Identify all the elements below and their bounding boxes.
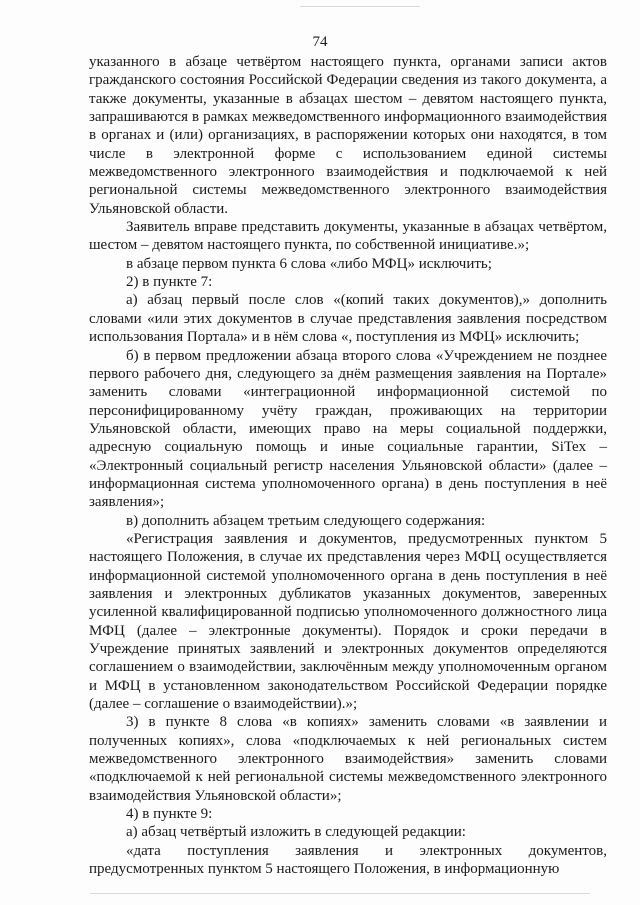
paragraph-applicant-right: Заявитель вправе представить документы, указанные в абзацах четвёртом, шестом – девятом настоящего пункта, по собственной инициативе.»; [89,219,607,254]
paragraph-point-7b: б) в первом предложении абзаца второго слова «Учреждением не позднее первого рабочего дня, следующего за днём размещения заявления на Портале» заменить словами «интеграционной информационной системой по персонифицированному учёту граждан, проживающих на территории Ульяновской области, имеющих право на меры социальной поддержки, адресную социальную помощь и иные социальные гарантии, SiTex – «Электронный социальный регистр населения Ульяновской области» (далее – информационная система уполномоченного органа) в день поступления в неё заявления»; [89,347,607,511]
paragraph-point-7-heading: 2) в пункте 7: [126,274,213,291]
page-number: 74 [312,34,328,50]
paragraph-point-8: 3) в пункте 8 слова «в копиях» заменить словами «в заявлении и полученных копиях», слова «подключаемых к ней региональных систем межведомственного электронного взаимодействия» заменить словами «подключаемой к ней региональной системы межведомственного электронного взаимодействия Ульяновской области»; [89,714,607,804]
paragraph-continuation: указанного в абзаце четвёртом настоящего пункта, органами записи актов гражданского состояния Российской Федерации сведения из такого документа, а также документы, указанные в абзацах шестом – девятом настоящего пункта, запрашиваются в рамках межведомственного информационного взаимодействия в органах и (или) организациях, в распоряжении которых они находятся, в том числе в электронной форме с использованием единой системы межведомственного электронного взаимодействия и подключаемой к ней региональной системы межведомственного электронного взаимодействия Ульяновской области. [89,54,607,217]
paragraph-point-9-heading: 4) в пункте 9: [126,806,213,823]
paragraph-point-7c: в) дополнить абзацем третьим следующего содержания: [126,512,486,529]
scan-artifact-top [300,6,420,7]
paragraph-point-9a: а) абзац четвёртый изложить в следующей редакции: [126,824,466,841]
paragraph-point-7a: а) абзац первый после слов «(копий таких документов),» дополнить словами «или этих документов в случае представления заявления посредством использования Портала» и в нём слова «, поступления из МФЦ» исключить; [89,292,607,346]
paragraph-point-6: в абзаце первом пункта 6 слова «либо МФЦ» исключить; [126,255,492,272]
document-body [89,53,607,878]
paragraph-date-quote: «дата поступления заявления и электронных документов, предусмотренных пунктом 5 настоящего Положения, в информационную [89,842,607,878]
paragraph-registration-quote: «Регистрация заявления и документов, предусмотренных пунктом 5 настоящего Положения, в случае их представления через МФЦ осуществляется информационной системой уполномоченного органа в день поступления в неё заявления и электронных дубликатов указанных документов, заверенных усиленной квалифицированной подписью уполномоченного должностного лица МФЦ (далее – электронные документы). Порядок и сроки передачи в Учреждение принятых заявлений и электронных документов определяются соглашением о взаимодействии, заключённым между уполномоченным органом и МФЦ в установленном законодательством Российской Федерации порядке (далее – соглашение о взаимодействии).»; [89,530,607,713]
scan-artifact-bottom [90,893,590,894]
